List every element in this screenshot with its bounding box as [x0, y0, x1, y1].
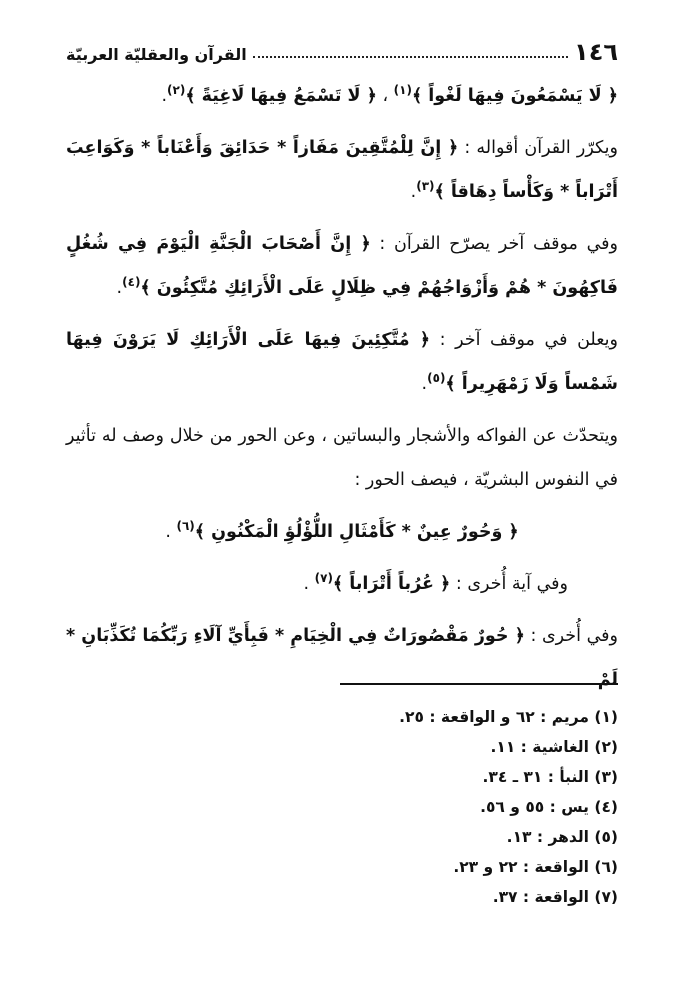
quran-quote: ﴿ عُرُباً أَتْرَاباً ﴾	[332, 574, 451, 594]
header-dot-leader	[253, 56, 568, 58]
quran-quote: ﴿ لَا يَسْمَعُونَ فِيهَا لَغْواً ﴾	[411, 86, 618, 106]
paragraph-text: ،	[376, 86, 394, 106]
paragraph	[66, 562, 618, 606]
footnote-item: (٤) يس : ٥٥ و ٥٦.	[480, 798, 618, 816]
paragraph	[66, 126, 618, 214]
quran-quote: ﴿ إِنَّ أَصْحَابَ الْجَنَّةِ الْيَوْمَ فِي شُغُلٍ فَاكِهُونَ * هُمْ وَأَزْوَاجُهُمْ فِي ظِلَالٍ عَلَى الْأَرَائِكِ مُتَّكِئُونَ ﴾	[66, 234, 618, 298]
paragraph	[66, 222, 618, 310]
footnote-item: (٦) الواقعة : ٢٢ و ٢٣.	[453, 858, 618, 876]
paragraph-text: وفي موقف آخر يصرّح القرآن :	[370, 234, 618, 254]
footnote-ref: (٧)	[314, 571, 333, 586]
footnote-ref: (٥)	[427, 371, 446, 386]
paragraph-text: .	[116, 278, 123, 298]
footnotes	[66, 702, 618, 912]
paragraph-text: .	[161, 86, 168, 106]
page-number: ١٤٦	[574, 38, 618, 66]
quran-quote: ﴿ إِنَّ لِلْمُتَّقِينَ مَفَازاً * حَدَائِقَ وَأَعْنَاباً * وَكَوَاعِبَ أَتْرَاباً * وَكَأْساً دِهَاقاً ﴾	[66, 138, 618, 202]
quran-quote: ﴿ حُورٌ مَقْصُورَاتٌ فِي الْخِيَامِ * فَبِأَيِّ آلَاءِ رَبِّكُمَا تُكَذِّبَانِ * لَمْ	[66, 626, 618, 690]
footnote-ref: (٢)	[167, 83, 186, 98]
footnote-ref: (١)	[393, 83, 412, 98]
running-title: القرآن والعقليّة العربيّة	[66, 44, 247, 64]
body-text	[66, 74, 618, 710]
page-header	[66, 28, 618, 64]
paragraph-text: .	[303, 574, 315, 594]
paragraph	[66, 318, 618, 406]
paragraph	[66, 74, 618, 118]
quran-quote: ﴿ وَحُورٌ عِينٌ * كَأَمْثَالِ اللُّؤْلُؤِ الْمَكْنُونِ ﴾	[194, 522, 519, 542]
footnote-item: (٢) الغاشية : ١١.	[490, 738, 618, 756]
paragraph-text: ويعلن في موقف آخر :	[429, 330, 618, 350]
paragraph-text: .	[421, 374, 428, 394]
paragraph-text: .	[165, 522, 177, 542]
footnote-item: (١) مريم : ٦٢ و الواقعة : ٢٥.	[399, 708, 618, 726]
footnote-ref: (٣)	[416, 179, 435, 194]
footnote-ref: (٤)	[122, 275, 141, 290]
footnote-item: (٧) الواقعة : ٣٧.	[492, 888, 618, 906]
paragraph	[66, 510, 618, 554]
paragraph	[66, 614, 618, 702]
footnote-item: (٣) النبأ : ٣١ ـ ٣٤.	[482, 768, 618, 786]
quran-quote: ﴿ لَا تَسْمَعُ فِيهَا لَاغِيَةً ﴾	[185, 86, 377, 106]
paragraph-text: وفي آية أُخرى :	[450, 574, 568, 594]
paragraph	[66, 414, 618, 502]
paragraph-text: ويتحدّث عن الفواكه والأشجار والبساتين ، وعن الحور من خلال وصف له تأثير في النفوس البشريّة ، فيصف الحور :	[66, 426, 618, 490]
paragraph-text: ويكرّر القرآن أقواله :	[458, 138, 619, 158]
footnote-separator	[340, 683, 618, 685]
paragraph-text: وفي أُخرى :	[524, 626, 618, 646]
quran-quote: ﴿ مُتَّكِئِينَ فِيهَا عَلَى الْأَرَائِكِ لَا يَرَوْنَ فِيهَا شَمْساً وَلَا زَمْهَرِيراً ﴾	[66, 330, 618, 394]
footnote-item: (٥) الدهر : ١٣.	[506, 828, 618, 846]
paragraph-text: .	[410, 182, 417, 202]
footnote-ref: (٦)	[176, 519, 195, 534]
